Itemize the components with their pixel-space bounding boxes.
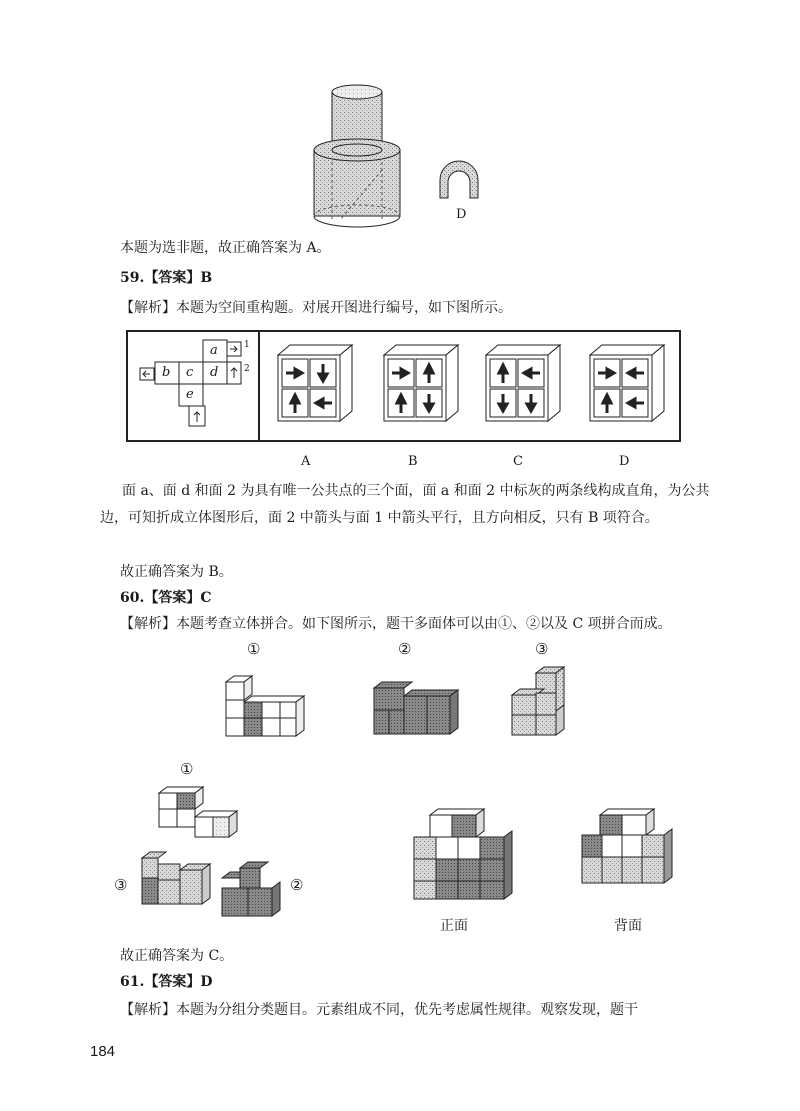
piece-3-figure <box>510 665 582 741</box>
assembly-piece-1 <box>155 785 245 847</box>
assembly-label-3: ③ <box>114 876 128 894</box>
cylinder-figure <box>300 80 420 230</box>
q59-explanation: 面 a、面 d 和面 2 为具有唯一公共点的三个面，面 a 和面 2 中标灰的两条线构成直角，为公共边，可知折成立体图形后，面 2 中箭头与面 1 中箭头平行，且方向相反，只有 B 项符合。 <box>100 483 710 526</box>
q61-answer: 61.【答案】D <box>120 974 213 990</box>
option-label-a: A <box>301 454 311 469</box>
piece-label-3: ③ <box>535 640 549 658</box>
piece-2-figure <box>372 680 462 740</box>
assembly-piece-3 <box>138 850 218 910</box>
piece-1-figure <box>220 672 310 742</box>
net-side-mark-2: 2 <box>244 364 250 374</box>
cube-net-figure <box>140 338 255 433</box>
option-label-b: B <box>408 454 418 469</box>
cube-option-a <box>276 343 356 425</box>
q61-analysis: 【解析】本题为分组分类题目。元素组成不同，优先考虑属性规律。观察发现，题干 <box>120 1002 638 1018</box>
piece-label-2: ② <box>398 640 412 658</box>
net-face-c: c <box>186 365 194 380</box>
q60-answer: 60.【答案】C <box>120 590 212 606</box>
cube-option-b <box>382 343 462 425</box>
net-face-e: e <box>186 387 194 402</box>
q59-analysis: 【解析】本题为空间重构题。对展开图进行编号，如下图所示。 <box>120 300 512 316</box>
net-face-a: a <box>210 343 218 358</box>
assembled-front-view <box>408 805 518 905</box>
option-label-c: C <box>513 454 523 469</box>
page-number: 184 <box>90 1043 116 1060</box>
piece-label-1: ① <box>247 640 261 658</box>
cube-option-d <box>588 343 668 425</box>
net-side-mark-1: 1 <box>244 340 250 350</box>
q58-conclusion: 本题为选非题，故正确答案为 A。 <box>120 240 331 256</box>
assembled-back-view <box>578 805 688 895</box>
option-d-label: D <box>456 207 467 222</box>
arch-option-figure <box>436 158 486 202</box>
q60-analysis: 【解析】本题考查立体拼合。如下图所示，题干多面体可以由①、②以及 C 项拼合而成。 <box>120 616 672 632</box>
view-label-back: 背面 <box>614 918 642 934</box>
net-face-d: d <box>210 365 219 380</box>
assembly-label-2: ② <box>290 876 304 894</box>
view-label-front: 正面 <box>440 918 468 934</box>
net-face-b: b <box>162 365 171 380</box>
cube-option-c <box>484 343 564 425</box>
assembly-piece-2 <box>218 858 288 922</box>
q59-frame-divider <box>258 330 260 440</box>
assembly-label-1: ① <box>180 760 194 778</box>
option-label-d: D <box>619 454 630 469</box>
q60-conclusion: 故正确答案为 C。 <box>120 948 234 964</box>
q59-answer: 59.【答案】B <box>120 270 213 286</box>
q59-conclusion: 故正确答案为 B。 <box>120 564 233 580</box>
